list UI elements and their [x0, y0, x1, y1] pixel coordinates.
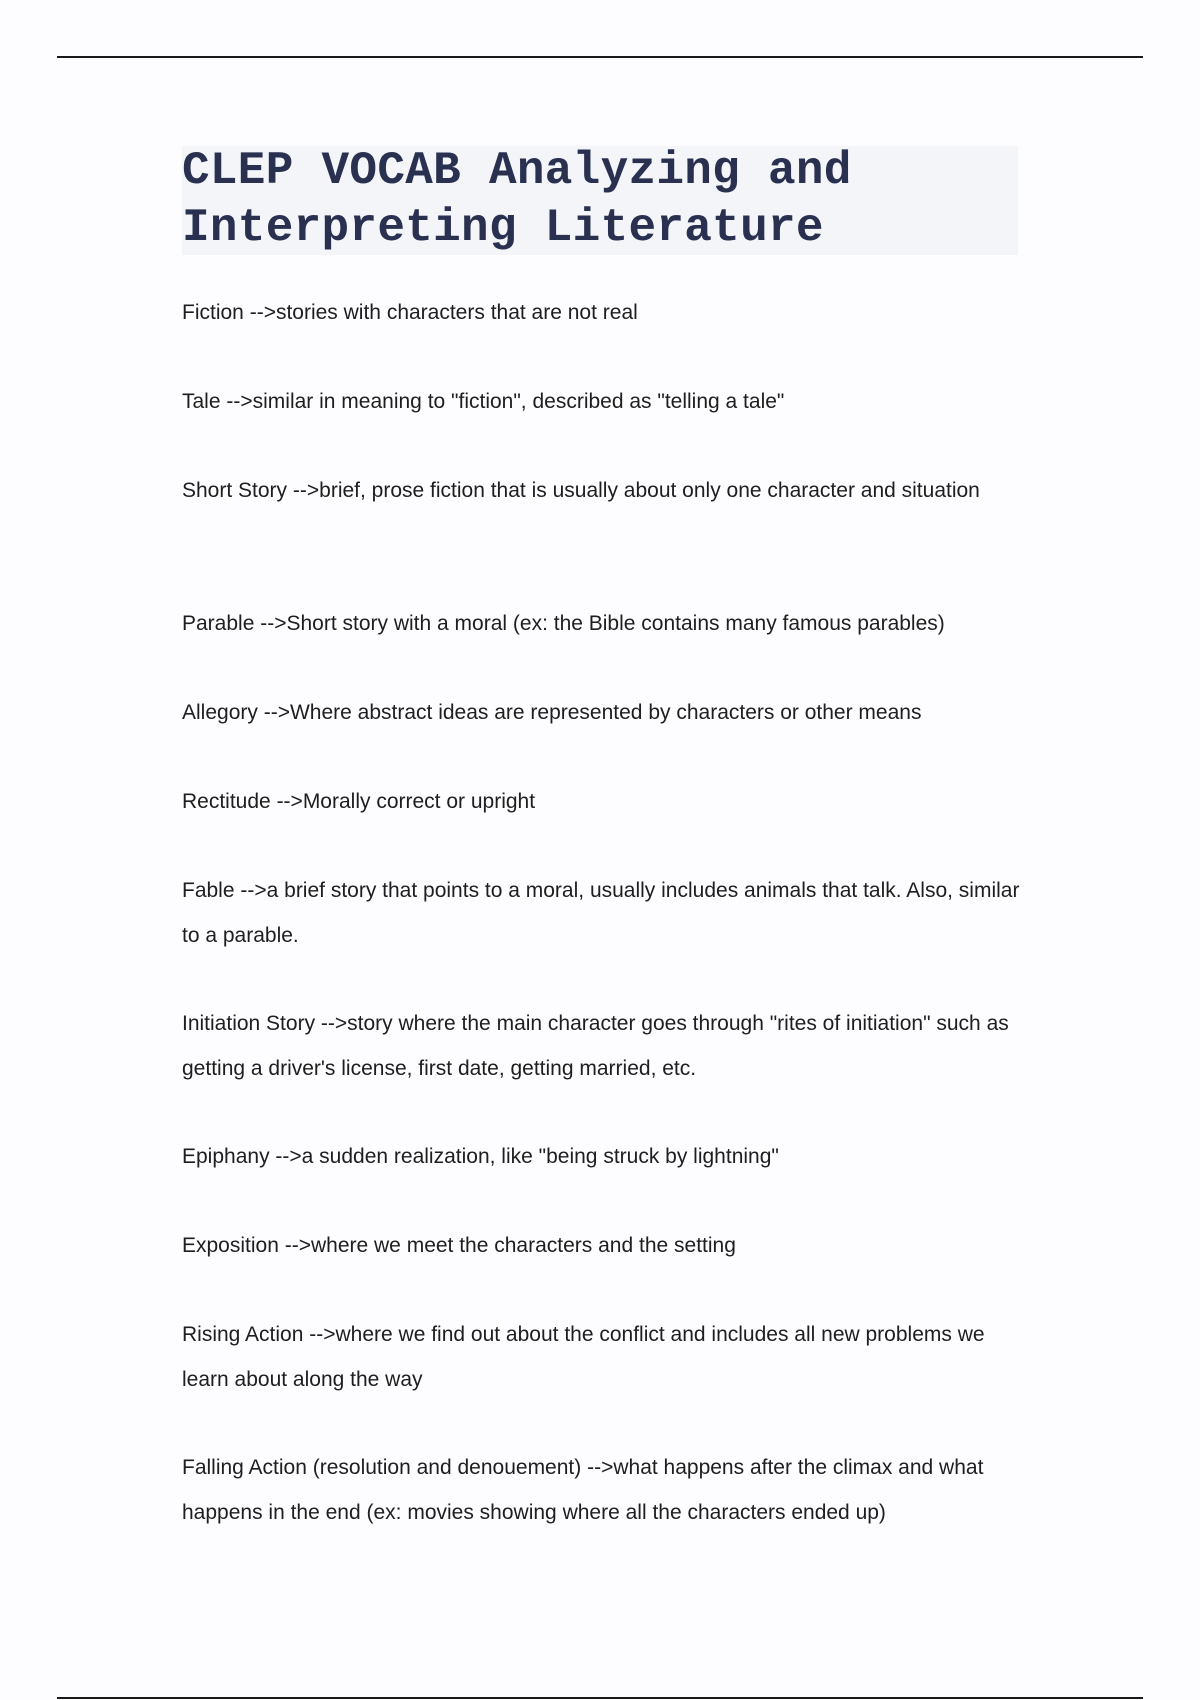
- vocab-entry: [182, 469, 1022, 514]
- vocab-definition: -->brief, prose fiction that is usually about only one character and situation: [292, 479, 980, 502]
- vocab-definition: -->a brief story that points to a moral, usually includes animals that talk. Also, similar to a parable.: [182, 879, 1020, 947]
- vocab-term: Fable: [182, 879, 235, 902]
- vocab-entry: [182, 602, 1022, 647]
- vocab-term: Initiation Story: [182, 1012, 316, 1035]
- vocab-entry: [182, 691, 1022, 736]
- vocab-term: Allegory: [182, 701, 258, 724]
- vocab-definition: -->similar in meaning to "fiction", described as "telling a tale": [226, 390, 785, 413]
- vocab-definition: -->stories with characters that are not real: [249, 301, 638, 324]
- vocab-definition: -->Where abstract ideas are represented by characters or other means: [263, 701, 922, 724]
- vocab-term: Fiction: [182, 301, 244, 324]
- title-line-2: Interpreting Literature: [182, 202, 824, 254]
- vocab-entry: [182, 1224, 1022, 1269]
- vocab-entry: [182, 1002, 1022, 1091]
- vocab-entry: [182, 1446, 1022, 1535]
- vocab-term: Exposition: [182, 1234, 279, 1257]
- vocab-term: Short Story: [182, 479, 288, 502]
- top-rule: [57, 56, 1143, 58]
- document-title: [182, 143, 1022, 257]
- vocab-term: Tale: [182, 390, 221, 413]
- title-line-1: CLEP VOCAB Analyzing and: [182, 145, 852, 197]
- vocab-definition: -->what happens after the climax and what happens in the end (ex: movies showing where all the characters ended up): [182, 1456, 984, 1524]
- vocab-term: Rectitude: [182, 790, 271, 813]
- vocab-entry: [182, 780, 1022, 825]
- vocab-term: Epiphany: [182, 1145, 270, 1168]
- vocab-entry: [182, 380, 1022, 425]
- vocab-entry: [182, 1135, 1022, 1180]
- vocab-definition: -->Short story with a moral (ex: the Bible contains many famous parables): [260, 612, 945, 635]
- vocab-entry: [182, 291, 1022, 336]
- vocab-definition: -->where we meet the characters and the setting: [284, 1234, 736, 1257]
- vocab-definition: -->where we find out about the conflict and includes all new problems we learn about along the way: [182, 1323, 985, 1391]
- vocab-entry: [182, 1313, 1022, 1402]
- vocab-entry: [182, 869, 1022, 958]
- vocab-term: Rising Action: [182, 1323, 304, 1346]
- vocab-definition: -->story where the main character goes through "rites of initiation" such as getting a driver's license, first date, getting married, etc.: [182, 1012, 1009, 1080]
- vocab-definition: -->Morally correct or upright: [276, 790, 536, 813]
- vocab-term: Parable: [182, 612, 255, 635]
- vocab-term: Falling Action (resolution and denouement): [182, 1456, 582, 1479]
- vocab-definition: -->a sudden realization, like "being struck by lightning": [275, 1145, 779, 1168]
- bottom-rule: [57, 1697, 1143, 1699]
